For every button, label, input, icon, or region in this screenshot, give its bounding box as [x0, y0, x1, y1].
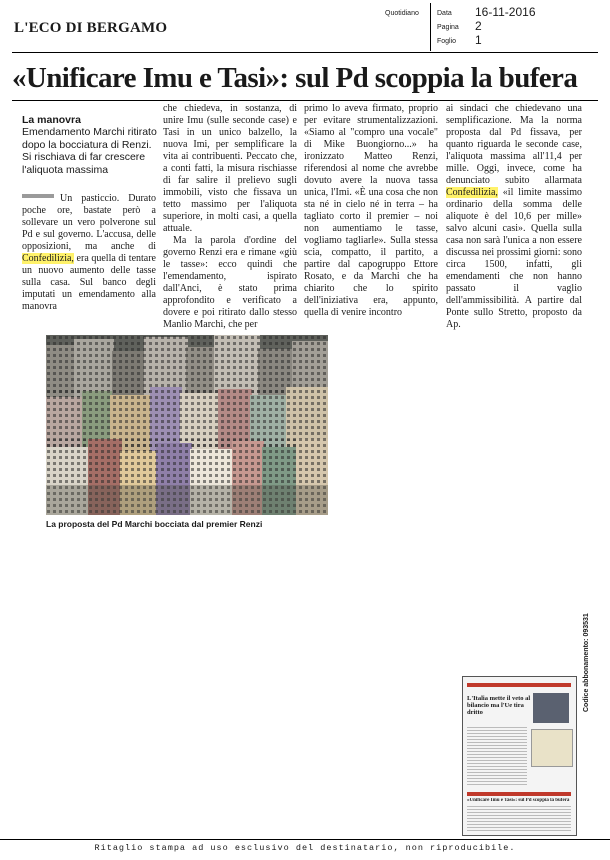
subheadline: Emendamento Marchi ritirato dopo la bocciatura di Renzi. Si rischiava di far crescere l'aliquota massima: [22, 126, 157, 176]
article-column-3: primo lo aveva firmato, proprio per evitare strumentalizzazioni. «Siamo al "compro una vocale" di Mike Buongiorno...» ha ironizzato Matteo Renzi, riferendosi al nome che avrebbe dovuto avere la nuova tassa unica, l'Imi. «È una cosa che non sta né in cielo né in terra – ha tagliato corto il premier – noi non aumentiamo le tasse, vogliamo tagliarle». Sulla stessa scia, compatto, il partito, a partire dal capogruppo Ettore Rosato, e da Marchi che ha chiarito che lo spirito dell'iniziativa era, appunto, quella di venire incontro: [304, 103, 438, 318]
sheet-value: 1: [475, 33, 482, 47]
thumb-text-block-2: [467, 806, 571, 831]
page-label: Pagina: [437, 24, 459, 31]
col4-text-b: «il limite massimo ordinario della somma delle aliquote è del 10,6 per mille» salvo alcuni casi». Quella sulla casa non sarà l'unica a non essere discussa nei prossimi giorni: sono circa 1500, infatti, gli emendamenti che non hanno passato il vaglio dell'ammissibilità. A partire dal Ponte sullo Stretto, proposto da Ap.: [446, 187, 582, 330]
confedilizia-highlight-2: Confedilizia,: [446, 187, 498, 198]
headline-rule: [12, 100, 598, 101]
photo-caption: La proposta del Pd Marchi bocciata dal premier Renzi: [46, 519, 263, 529]
col4-text-a: ai sindaci che chiedevano una semplificazione. Ma la norma proposta dal Pd fissava, per quanto riguarda le seconde case, l'aliquota massima all'11,4 per mille. Oggi, invece, come ha denunciato subito allarmata: [446, 103, 582, 186]
headline: «Unificare Imu e Tasi»: sul Pd scoppia la bufera: [12, 62, 578, 94]
col1-text-a: Un pasticcio. Durato poche ore, bastate però a sollevare un vero polverone sul Pd e sul governo. L'accusa, delle opposizioni, ma anche di: [22, 193, 156, 252]
article-column-1: [22, 193, 156, 313]
footer-disclaimer: Ritaglio stampa ad uso esclusivo del destinatario, non riproducibile.: [94, 843, 516, 853]
subscription-code: Codice abbonamento: 093531: [583, 613, 590, 712]
thumb-banner-2: [467, 792, 571, 796]
col2-paragraph-1: che chiedeva, in sostanza, di unire Imu (sulle seconde case) e Tasi in un unico balzello, la nuova Imi, per semplificare la vita ai contribuenti. Peccato che, a conti fatti, la misura rischiasse di far salire il prelievo sugli immobili, visto che fissava un tetto massimo per l'aliquota superiore, in molti casi, a quella attuale.: [163, 103, 297, 234]
masthead: L'ECO DI BERGAMO: [14, 20, 168, 36]
footer-rule: [0, 839, 610, 840]
date-value: 16-11-2016: [475, 5, 536, 19]
thumb-headline: L'Italia mette il veto al bilancio ma l'Ue tira dritto: [467, 695, 531, 716]
page-thumbnail: [462, 676, 577, 836]
sheet-label: Foglio: [437, 38, 457, 45]
date-label: Data: [437, 10, 452, 17]
thumb-banner: [467, 683, 571, 687]
publication-type: Quotidiano: [385, 10, 419, 17]
article-column-2: [163, 103, 297, 331]
article-column-4: [446, 103, 582, 331]
thumb-photo: [533, 693, 569, 723]
thumb-cartoon: [531, 729, 573, 767]
col1-text-b: era quella di tentare un nuovo aumento delle tasse sulla casa. Sul banco degli imputati un emendamento alla manovra: [22, 253, 156, 312]
thumb-bottom-headline: «Unificare Imu e Tasi»: sul Pd scoppia la bufera: [467, 798, 570, 803]
kicker: La manovra: [22, 114, 81, 126]
city-buildings-image: [46, 335, 328, 515]
top-rule: [12, 52, 598, 53]
col2-paragraph-2: Ma la parola d'ordine del governo Renzi era e rimane «giù le tasse»: ecco quindi che l'emendamento, ispirato dall'Anci, è stato prima approfondito e verificato a dovere e poi ritirato dallo stesso Manlio Marchi, che per: [163, 235, 297, 330]
confedilizia-highlight-1: Confedilizia,: [22, 253, 74, 264]
header-divider: [430, 3, 431, 51]
page-value: 2: [475, 19, 482, 33]
article-photo: [46, 335, 328, 515]
thumb-text-block: [467, 727, 527, 787]
